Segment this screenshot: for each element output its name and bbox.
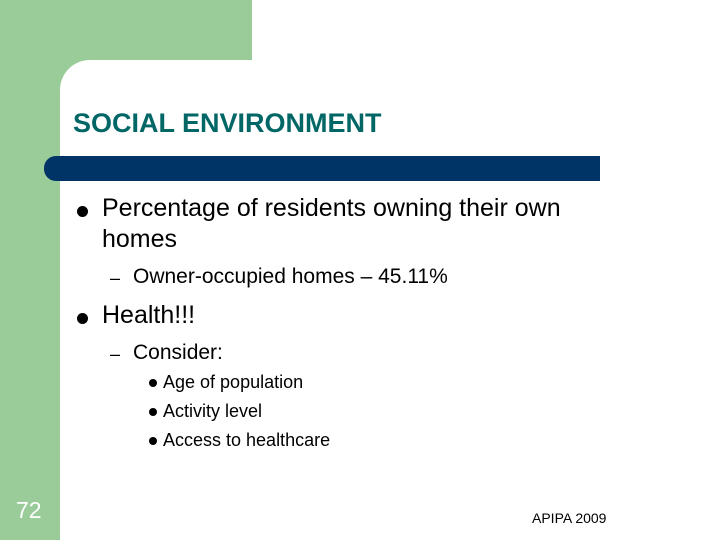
subsub-activity-level: Activity level <box>163 401 263 421</box>
small-bullet-dot-icon <box>149 408 157 416</box>
small-bullet-dot-icon <box>149 437 157 445</box>
subsub-age-of-population: Age of population <box>163 372 304 392</box>
bullet-dot-icon <box>77 206 88 217</box>
slide-title: SOCIAL ENVIRONMENT <box>73 108 382 138</box>
footer-text: APIPA 2009 <box>532 510 607 526</box>
dash-marker: – <box>110 344 121 364</box>
sub-bullet-owner-occupied: Owner-occupied homes – 45.11% <box>133 265 448 288</box>
slide-number: 72 <box>16 497 42 523</box>
title-underline-bar <box>44 156 600 181</box>
bullet-dot-icon <box>77 313 88 324</box>
bullet-1-line-1: Percentage of residents owning their own <box>102 194 561 222</box>
sub-bullet-consider: Consider: <box>133 341 223 364</box>
dash-marker: – <box>110 268 121 288</box>
bullet-2-health: Health!!! <box>102 301 196 329</box>
small-bullet-dot-icon <box>149 379 157 387</box>
subsub-access-to-healthcare: Access to healthcare <box>163 430 331 450</box>
bullet-1-line-2: homes <box>102 225 178 253</box>
